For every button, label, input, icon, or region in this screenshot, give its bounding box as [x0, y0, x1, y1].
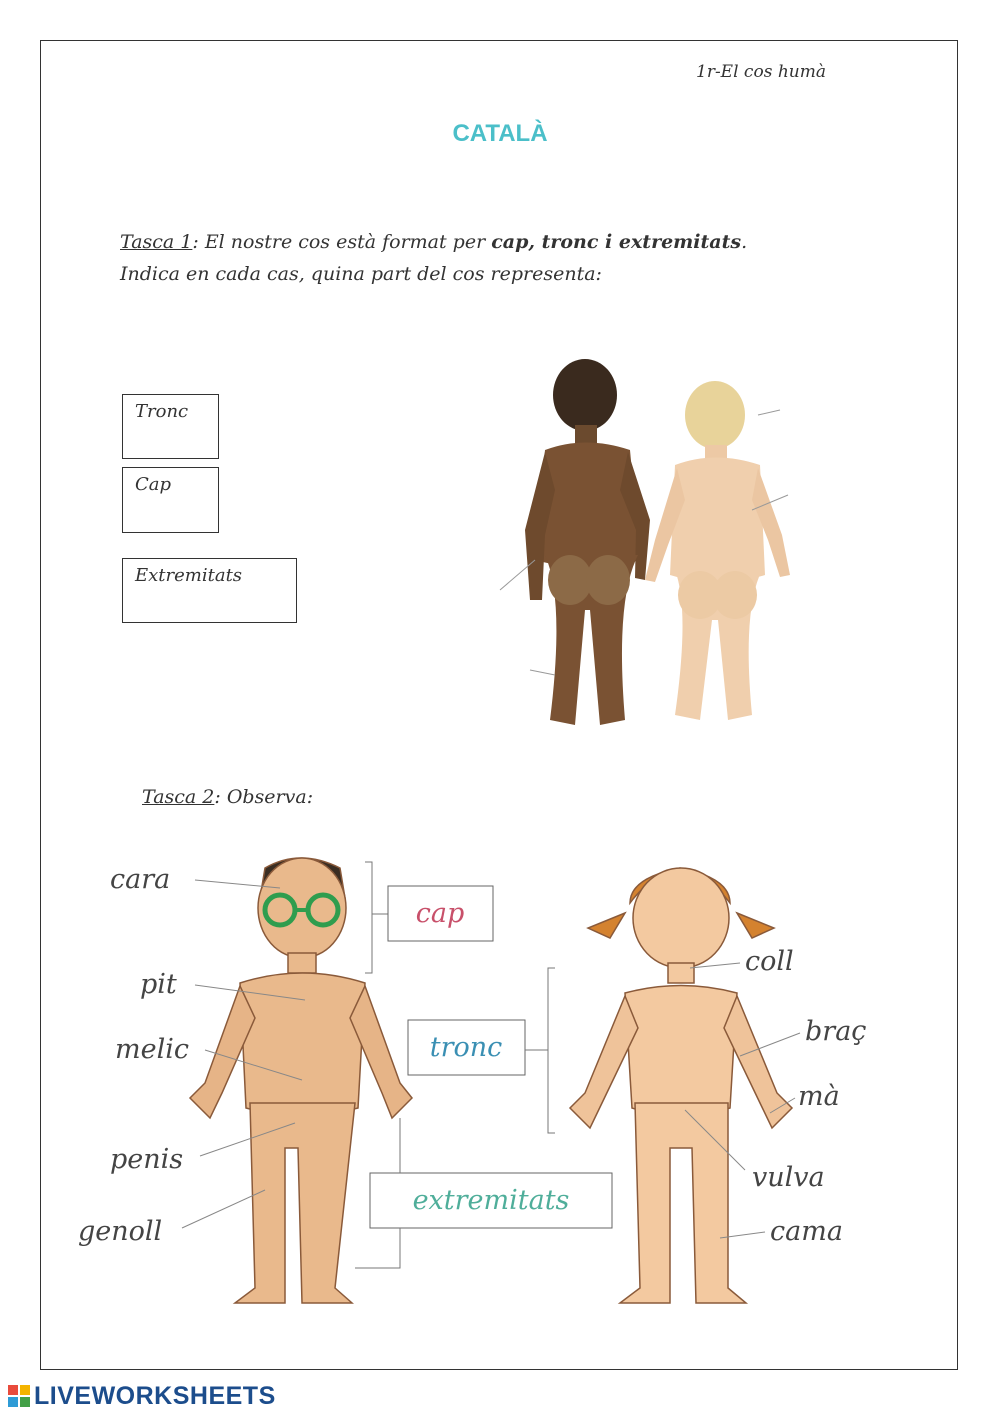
answer-box-2-text: Cap — [135, 474, 172, 495]
label-pit: pit — [140, 969, 177, 1000]
footer-brand-text: LIVEWORKSHEETS — [34, 1381, 276, 1410]
task1-label: Tasca 1 — [120, 231, 193, 253]
task1-instructions — [120, 226, 900, 290]
dark-child-figure — [525, 359, 650, 725]
task2-instructions — [142, 786, 313, 808]
footer-brand — [8, 1382, 276, 1410]
task2-label: Tasca 2 — [142, 786, 215, 808]
label-penis: penis — [110, 1144, 184, 1175]
children-back-photo — [490, 350, 810, 755]
girl-figure — [570, 868, 792, 1303]
task1-text-before: : El nostre cos està format per — [192, 231, 492, 253]
task2-text: : Observa: — [214, 786, 314, 808]
label-coll: coll — [745, 946, 794, 977]
task1-bold-parts: cap, tronc i extremitats — [491, 231, 742, 253]
task1-line2: Indica en cada cas, quina part del cos representa: — [120, 263, 602, 285]
answer-box-3[interactable] — [122, 558, 297, 623]
group-label-cap: cap — [415, 898, 465, 929]
label-brac: braç — [805, 1016, 867, 1047]
label-genoll: genoll — [78, 1216, 163, 1247]
label-melic: melic — [115, 1034, 189, 1065]
answer-box-3-text: Extremitats — [135, 565, 243, 586]
group-label-extremitats: extremitats — [412, 1185, 570, 1216]
bracket-tronc — [548, 968, 555, 1133]
header-topic: 1r-El cos humà — [696, 62, 826, 82]
pointer-line-head — [758, 410, 780, 415]
task1-line1 — [120, 226, 900, 258]
label-ma: mà — [798, 1081, 840, 1112]
label-vulva: vulva — [752, 1162, 825, 1193]
liveworksheets-logo-icon — [8, 1385, 30, 1407]
subject-title: CATALÀ — [452, 120, 548, 147]
answer-box-2[interactable] — [122, 467, 219, 533]
pointer-line-leg — [530, 670, 555, 675]
bracket-cap — [365, 862, 372, 973]
label-cara: cara — [110, 864, 171, 895]
boy-figure — [190, 858, 412, 1303]
body-parts-diagram — [40, 818, 940, 1318]
answer-box-1-text: Tronc — [135, 401, 189, 422]
light-child-figure — [645, 381, 790, 720]
task1-text-after: . — [741, 231, 748, 253]
group-label-tronc: tronc — [429, 1032, 503, 1063]
answer-box-1[interactable] — [122, 394, 219, 459]
label-cama: cama — [770, 1216, 843, 1247]
